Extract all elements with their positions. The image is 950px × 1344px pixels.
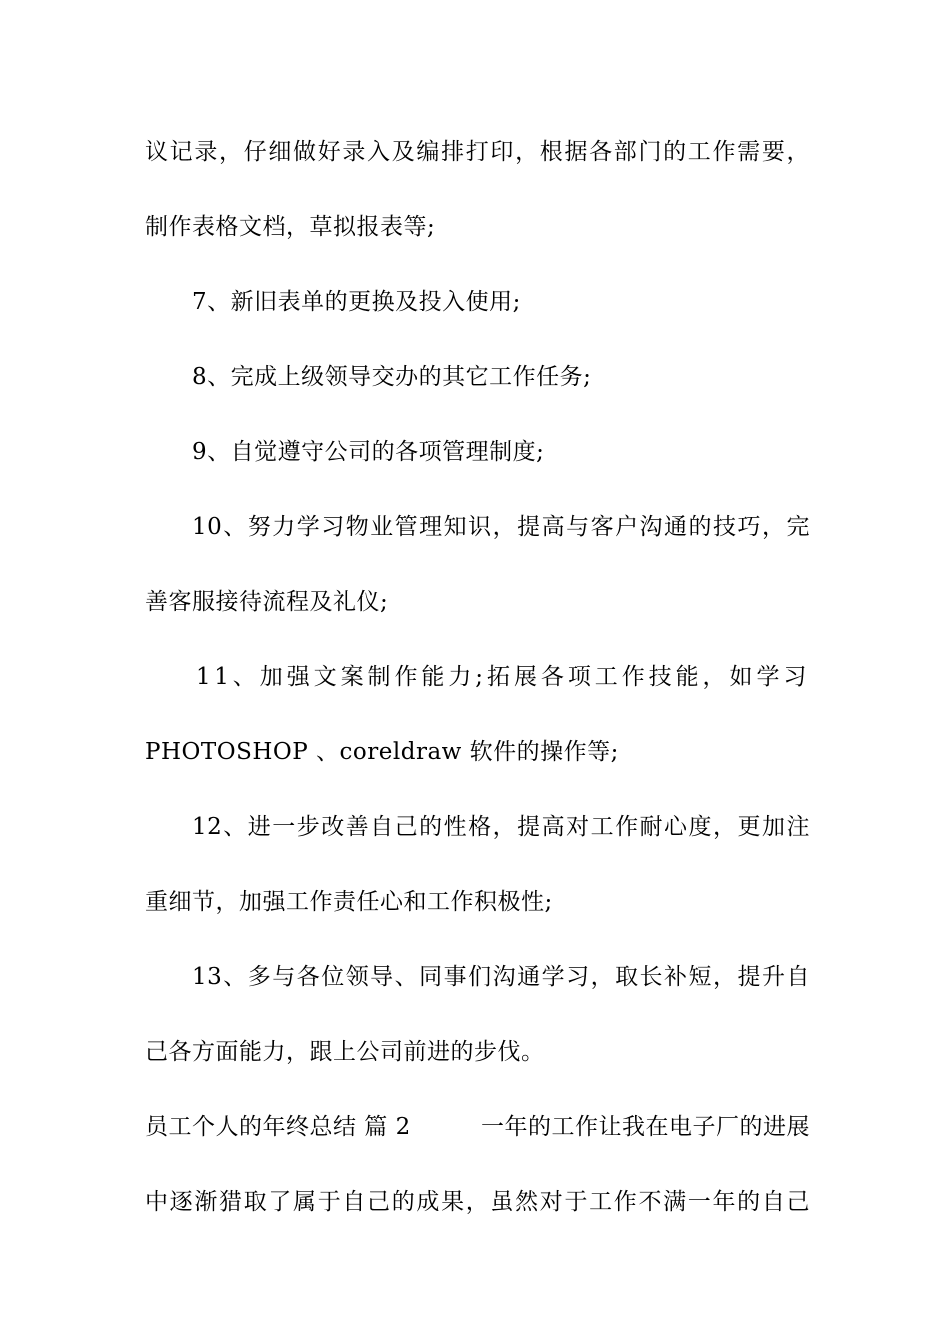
section-heading-line (145, 1112, 810, 1142)
paragraph-line: 重细节，加强工作责任心和工作积极性; (145, 889, 553, 915)
section-title: 员工个人的年终总结 篇 2 (145, 1114, 411, 1140)
paragraph-line: 中逐渐猎取了属于自己的成果，虽然对于工作不满一年的自己 (145, 1189, 810, 1215)
list-item-7: 7、新旧表单的更换及投入使用; (192, 289, 521, 315)
list-item-11: 11、加强文案制作能力;拓展各项工作技能，如学习 (196, 664, 810, 690)
list-item-13: 13、多与各位领导、同事们沟通学习，取长补短，提升自 (192, 964, 810, 990)
list-item-12: 12、进一步改善自己的性格，提高对工作耐心度，更加注 (192, 814, 810, 840)
list-item-9: 9、自觉遵守公司的各项管理制度; (192, 439, 545, 465)
section-continuation: 一年的工作让我在电子厂的进展 (481, 1114, 810, 1140)
paragraph-line: 善客服接待流程及礼仪; (145, 589, 389, 615)
paragraph-line: 议记录，仔细做好录入及编排打印，根据各部门的工作需要， (145, 139, 810, 165)
paragraph-line: PHOTOSHOP 、coreldraw 软件的操作等; (145, 739, 619, 765)
list-item-10: 10、努力学习物业管理知识，提高与客户沟通的技巧，完 (192, 514, 810, 540)
paragraph-line: 制作表格文档，草拟报表等; (145, 214, 436, 240)
paragraph-line: 己各方面能力，跟上公司前进的步伐。 (145, 1039, 545, 1065)
list-item-8: 8、完成上级领导交办的其它工作任务; (192, 364, 592, 390)
